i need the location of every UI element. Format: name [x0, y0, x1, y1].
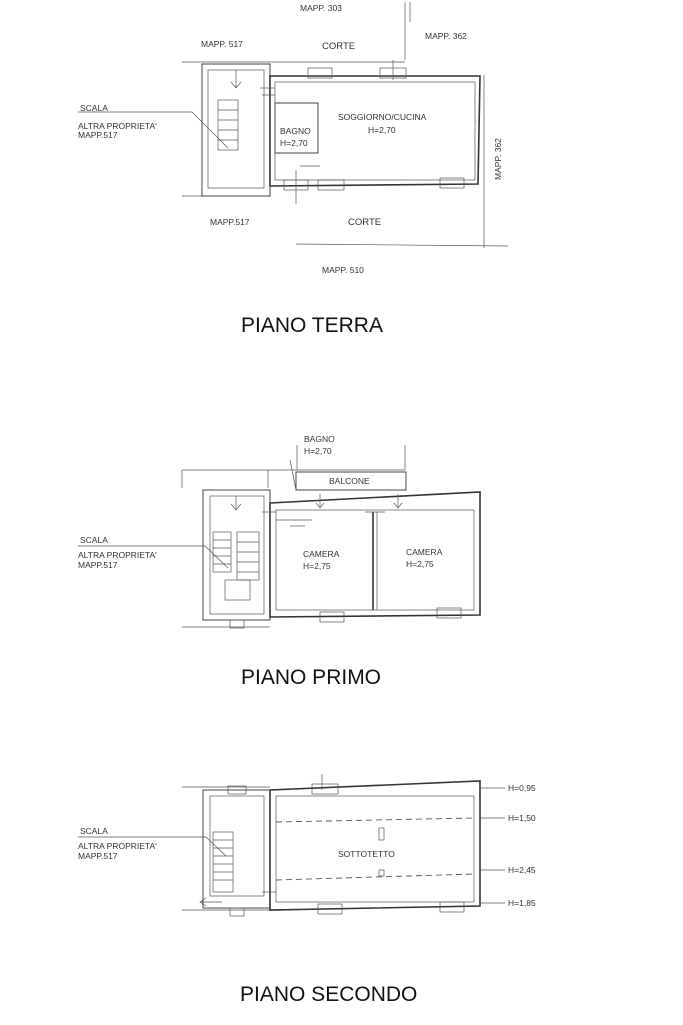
terra-mapp517-bottom-label: MAPP.517 — [210, 217, 250, 227]
terra-scala-label: SCALA — [80, 103, 108, 113]
terra-altra-proprieta-label: ALTRA PROPRIETA' — [78, 121, 157, 131]
secondo-height-marker-2: H=1,50 — [508, 813, 536, 823]
terra-bagno-height: H=2,70 — [280, 138, 308, 148]
terra-mapp362-side-label: MAPP. 362 — [493, 138, 503, 180]
primo-balcone-label: BALCONE — [329, 476, 370, 486]
terra-mapp362-top-label: MAPP. 362 — [425, 31, 467, 41]
primo-camera1-height: H=2,75 — [303, 561, 331, 571]
terra-soggiorno-label: SOGGIORNO/CUCINA — [338, 112, 427, 122]
primo-camera1-label: CAMERA — [303, 549, 340, 559]
primo-scala-label: SCALA — [80, 535, 108, 545]
primo-altra-proprieta-label: ALTRA PROPRIETA' — [78, 550, 157, 560]
secondo-height-marker-4: H=1,85 — [508, 898, 536, 908]
terra-soggiorno-height: H=2,70 — [368, 125, 396, 135]
terra-corte-bottom-label: CORTE — [348, 217, 382, 228]
secondo-sottotetto-label: SOTTOTETTO — [338, 849, 395, 859]
secondo-scala-label: SCALA — [80, 826, 108, 836]
piano-terra-title: PIANO TERRA — [241, 314, 383, 337]
piano-primo-title: PIANO PRIMO — [241, 666, 382, 689]
piano-primo-plan — [78, 445, 480, 628]
secondo-height-marker-1: H=0,95 — [508, 783, 536, 793]
terra-corte-top-label: CORTE — [322, 41, 356, 52]
piano-secondo-title: PIANO SECONDO — [240, 983, 418, 1006]
terra-altra-mapp-label: MAPP.517 — [78, 130, 118, 140]
secondo-height-marker-3: H=2,45 — [508, 865, 536, 875]
secondo-altra-proprieta-label: ALTRA PROPRIETA' — [78, 841, 157, 851]
primo-camera2-label: CAMERA — [406, 547, 443, 557]
primo-bagno-label: BAGNO — [304, 434, 335, 444]
terra-mapp510-label: MAPP. 510 — [322, 265, 364, 275]
terra-mapp517-top-label: MAPP. 517 — [201, 39, 243, 49]
primo-altra-mapp-label: MAPP.517 — [78, 560, 118, 570]
secondo-altra-mapp-label: MAPP.517 — [78, 851, 118, 861]
terra-mapp303-label: MAPP. 303 — [300, 3, 342, 13]
primo-bagno-height: H=2,70 — [304, 446, 332, 456]
primo-camera2-height: H=2,75 — [406, 559, 434, 569]
terra-bagno-label: BAGNO — [280, 126, 311, 136]
